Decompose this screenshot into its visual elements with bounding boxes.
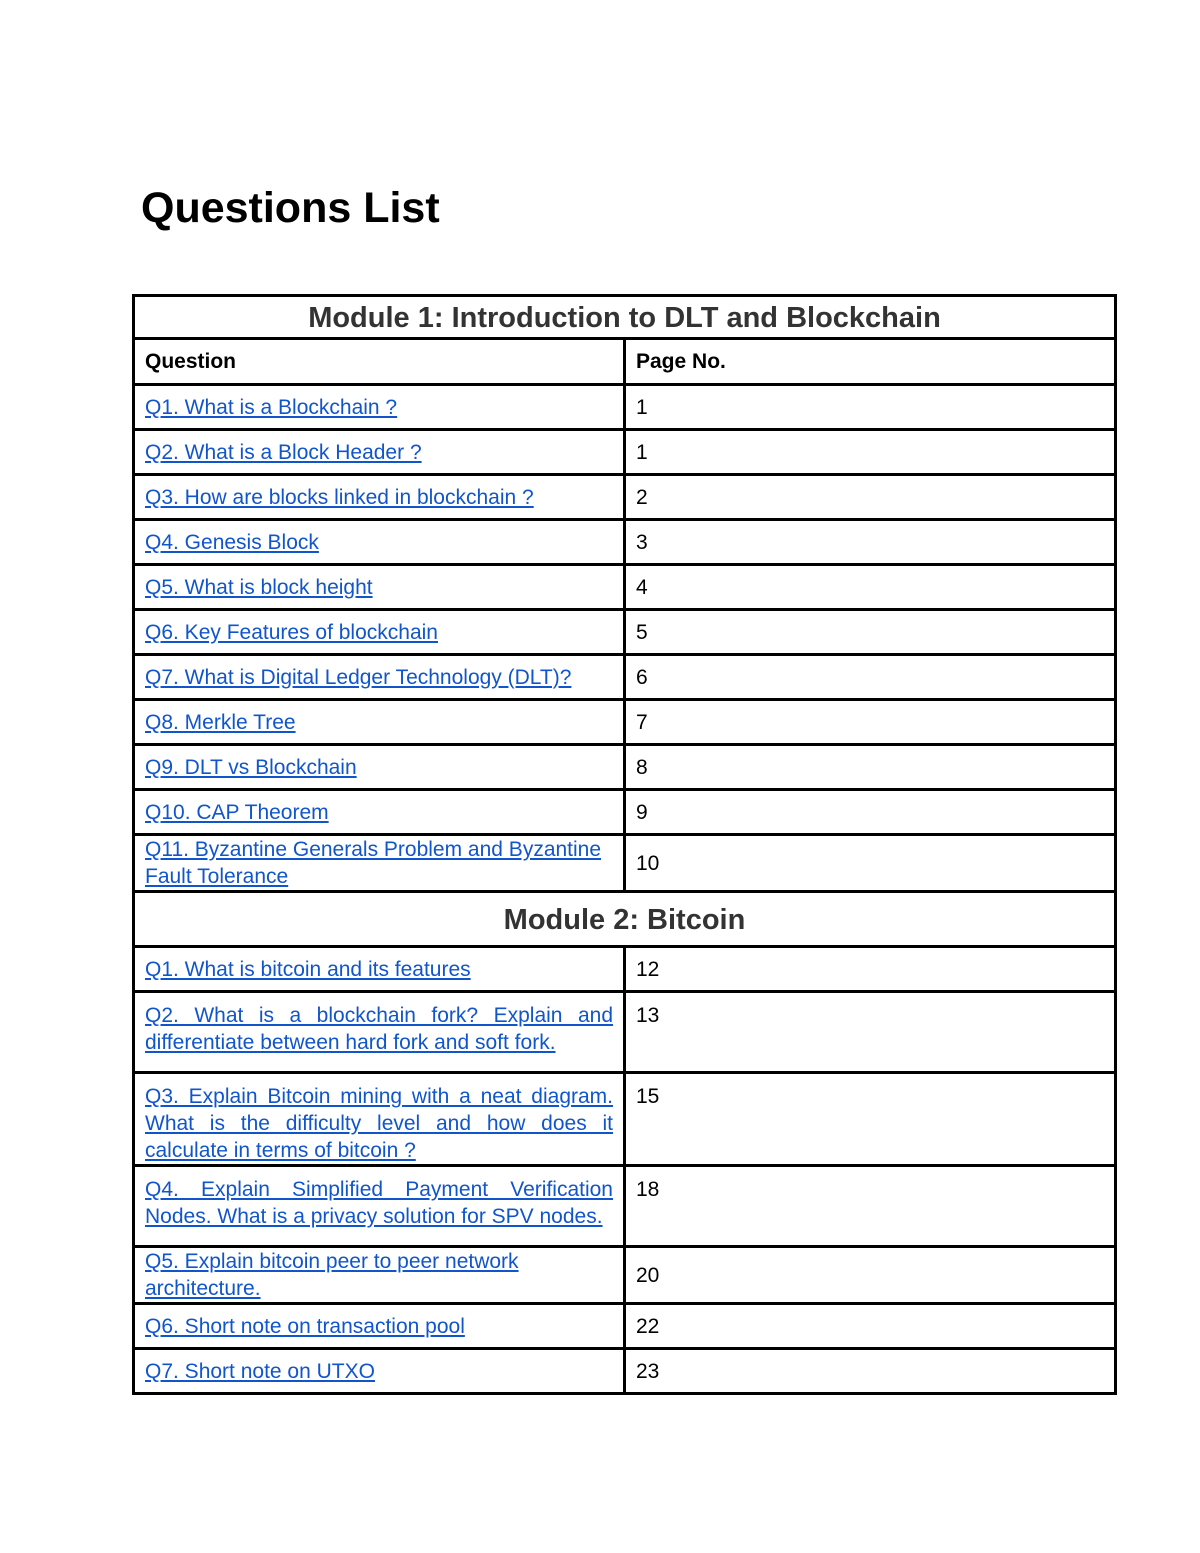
question-link[interactable]: Q3. How are blocks linked in blockchain ? [145, 485, 534, 509]
module-heading-row [134, 892, 1116, 947]
question-cell [134, 947, 625, 992]
question-cell [134, 992, 625, 1073]
module-heading-row [134, 296, 1116, 339]
page-number: 1 [625, 385, 1116, 430]
table-row [134, 700, 1116, 745]
table-row [134, 835, 1116, 892]
question-link[interactable]: Q1. What is bitcoin and its features [145, 957, 471, 981]
question-link[interactable]: Q7. Short note on UTXO [145, 1359, 375, 1383]
question-cell [134, 385, 625, 430]
page-number: 3 [625, 520, 1116, 565]
question-link[interactable]: Q10. CAP Theorem [145, 800, 329, 824]
module-2-title: Module 2: Bitcoin [134, 892, 1116, 947]
questions-table [132, 294, 1117, 1395]
table-row [134, 655, 1116, 700]
page-number: 7 [625, 700, 1116, 745]
table-row [134, 565, 1116, 610]
page-number: 22 [625, 1304, 1116, 1349]
page-number: 18 [625, 1166, 1116, 1247]
question-link[interactable]: Q5. What is block height [145, 575, 373, 599]
question-link[interactable]: Q11. Byzantine Generals Problem and Byzantine Fault Tolerance [145, 838, 602, 888]
page-number: 15 [625, 1073, 1116, 1166]
table-row [134, 992, 1116, 1073]
column-header-row [134, 339, 1116, 385]
page-number: 20 [625, 1247, 1116, 1304]
page-number: 10 [625, 835, 1116, 892]
table-row [134, 1166, 1116, 1247]
page-title: Questions List [141, 184, 440, 232]
question-link[interactable]: Q4. Genesis Block [145, 530, 319, 554]
question-cell [134, 1166, 625, 1247]
table-row [134, 520, 1116, 565]
question-cell [134, 835, 625, 892]
question-cell [134, 1349, 625, 1394]
page-number: 1 [625, 430, 1116, 475]
question-link[interactable]: Q7. What is Digital Ledger Technology (DLT)? [145, 665, 572, 689]
table-row [134, 1247, 1116, 1304]
question-link[interactable]: Q9. DLT vs Blockchain [145, 755, 357, 779]
question-link[interactable]: Q8. Merkle Tree [145, 710, 296, 734]
question-cell [134, 1304, 625, 1349]
question-link[interactable]: Q6. Short note on transaction pool [145, 1314, 465, 1338]
question-link[interactable]: Q3. Explain Bitcoin mining with a neat diagram. What is the difficulty level and how does it calculate in terms of bitcoin ? [145, 1085, 613, 1162]
question-cell [134, 565, 625, 610]
table-row [134, 475, 1116, 520]
page-number: 8 [625, 745, 1116, 790]
page-number: 5 [625, 610, 1116, 655]
table-row [134, 1073, 1116, 1166]
question-cell [134, 1073, 625, 1166]
question-link[interactable]: Q1. What is a Blockchain ? [145, 395, 398, 419]
question-cell [134, 475, 625, 520]
page-column-header: Page No. [625, 339, 1116, 385]
question-cell [134, 610, 625, 655]
question-cell [134, 520, 625, 565]
page-number: 9 [625, 790, 1116, 835]
question-cell [134, 700, 625, 745]
page-number: 6 [625, 655, 1116, 700]
table-row [134, 430, 1116, 475]
page-number: 4 [625, 565, 1116, 610]
question-link[interactable]: Q4. Explain Simplified Payment Verification Nodes. What is a privacy solution for SPV nodes. [145, 1178, 613, 1228]
question-cell [134, 790, 625, 835]
page-number: 2 [625, 475, 1116, 520]
table-row [134, 385, 1116, 430]
question-link[interactable]: Q6. Key Features of blockchain [145, 620, 438, 644]
table-row [134, 610, 1116, 655]
page-number: 12 [625, 947, 1116, 992]
table-row [134, 1349, 1116, 1394]
question-cell [134, 655, 625, 700]
question-column-header: Question [134, 339, 625, 385]
question-cell [134, 1247, 625, 1304]
question-link[interactable]: Q2. What is a Block Header ? [145, 440, 422, 464]
page-number: 23 [625, 1349, 1116, 1394]
table-row [134, 790, 1116, 835]
question-link[interactable]: Q2. What is a blockchain fork? Explain and differentiate between hard fork and soft fork. [145, 1004, 613, 1054]
module-1-title: Module 1: Introduction to DLT and Blockchain [134, 296, 1116, 339]
table-row [134, 745, 1116, 790]
table-row [134, 947, 1116, 992]
table-row [134, 1304, 1116, 1349]
page-number: 13 [625, 992, 1116, 1073]
question-link[interactable]: Q5. Explain bitcoin peer to peer network architecture. [145, 1250, 519, 1300]
question-cell [134, 745, 625, 790]
question-cell [134, 430, 625, 475]
